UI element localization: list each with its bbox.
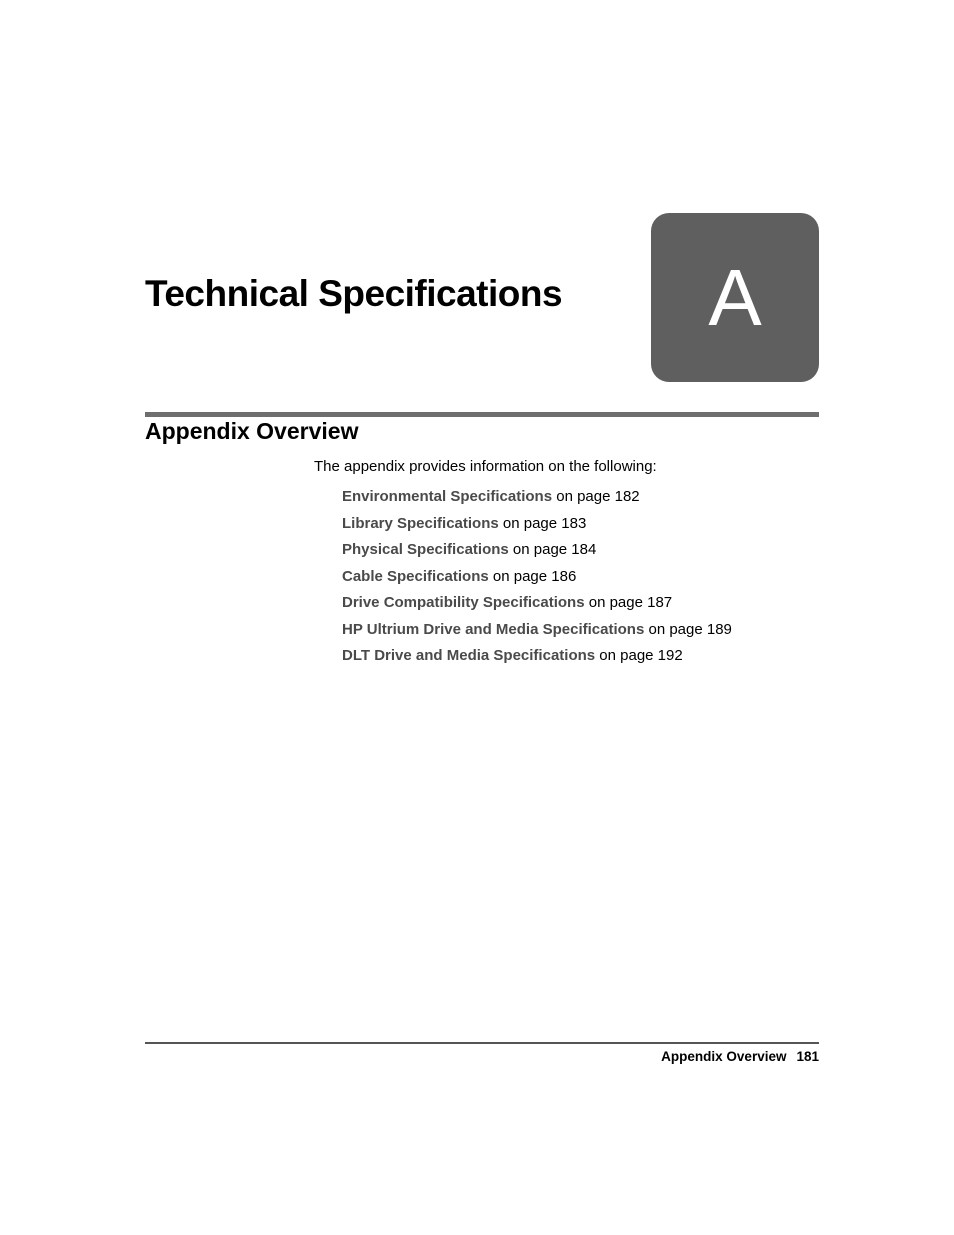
chapter-letter: A (708, 252, 762, 342)
toc-list (342, 484, 732, 670)
toc-link-hp-ultrium-drive-media-specifications[interactable]: HP Ultrium Drive and Media Specifications (342, 620, 645, 638)
list-item (342, 537, 732, 564)
chapter-title: Technical Specifications (145, 273, 563, 314)
toc-link-environmental-specifications[interactable]: Environmental Specifications (342, 488, 553, 505)
list-item (342, 590, 732, 617)
toc-link-physical-specifications[interactable]: Physical Specifications (342, 541, 509, 558)
list-item (342, 511, 732, 538)
toc-page-ref: on page 192 (595, 647, 683, 664)
list-item (342, 564, 732, 591)
section-heading: Appendix Overview (145, 418, 359, 444)
toc-page-ref: on page 183 (498, 514, 587, 532)
toc-page-ref: on page 187 (584, 594, 673, 611)
toc-link-cable-specifications[interactable]: Cable Specifications (342, 567, 489, 585)
intro-text: The appendix provides information on the following: (314, 458, 657, 475)
toc-page-ref: on page 189 (644, 620, 732, 638)
footer-rule (145, 1042, 819, 1044)
toc-page-ref: on page 186 (488, 567, 577, 585)
list-item (342, 617, 732, 644)
toc-link-dlt-drive-media-specifications[interactable]: DLT Drive and Media Specifications (342, 647, 596, 664)
toc-link-library-specifications[interactable]: Library Specifications (342, 514, 499, 532)
footer-section-name: Appendix Overview (661, 1049, 787, 1064)
list-item (342, 484, 732, 511)
page-number: 181 (796, 1049, 819, 1064)
toc-page-ref: on page 182 (552, 488, 640, 505)
list-item (342, 643, 732, 670)
toc-page-ref: on page 184 (508, 541, 597, 558)
toc-link-drive-compatibility-specifications[interactable]: Drive Compatibility Specifications (342, 594, 585, 611)
chapter-letter-tab (651, 213, 819, 382)
page-footer (661, 1047, 819, 1067)
